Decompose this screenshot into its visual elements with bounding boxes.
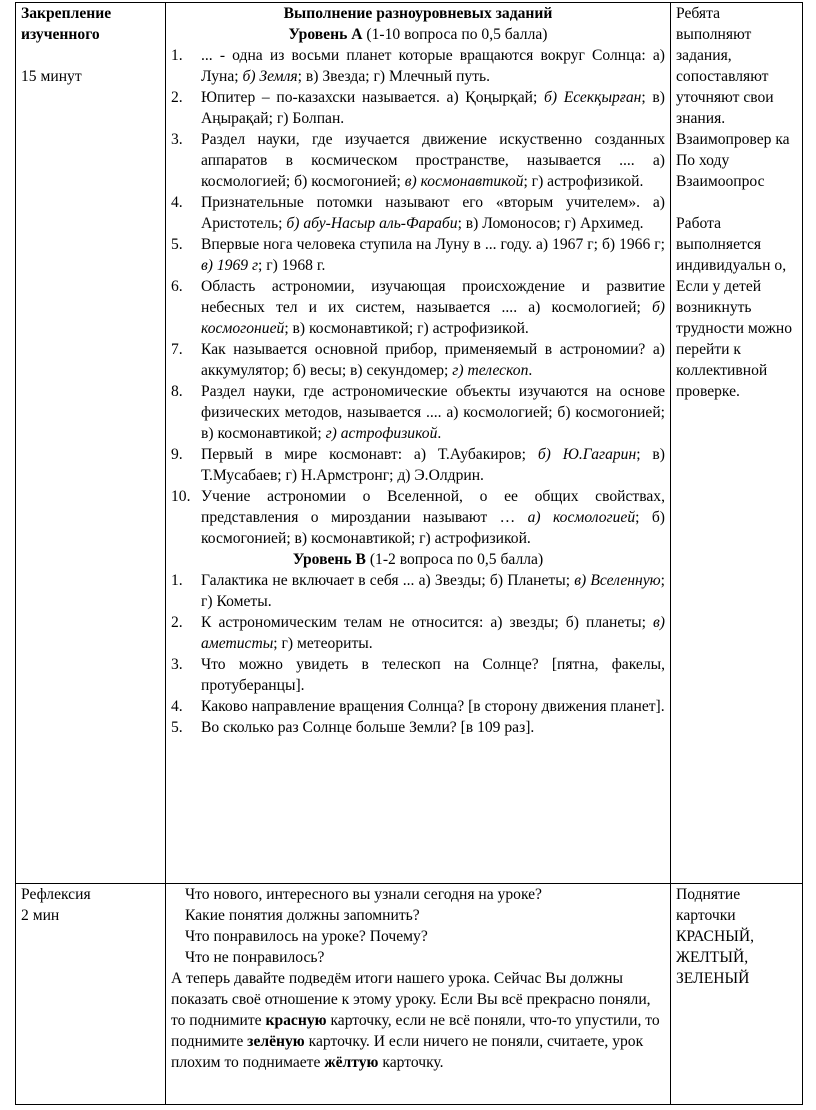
- question-text: [201, 276, 665, 339]
- correct-answer: б) Есекқырған: [543, 89, 642, 106]
- question-body: Юпитер – по-казахски называется. а) Қоңырқай;: [201, 89, 544, 106]
- level-a-title: Уровень А: [288, 26, 363, 43]
- question-text: [201, 87, 665, 129]
- question-item: [171, 129, 665, 192]
- question-body: Первый в мире космонавт: а) Т.Аубакиров;: [201, 446, 538, 463]
- question-text: [201, 696, 665, 717]
- content-cell: [166, 884, 671, 1105]
- question-tail: ; в) космонавтикой; г) астрофизикой.: [284, 320, 529, 337]
- question-body: Раздел науки, где астрономические объекты изучаются на основе физических методов, называется .... а) космологией; б) космогонией; в) космонавтикой;: [201, 383, 665, 442]
- correct-answer: б) космогонией: [201, 299, 665, 337]
- correct-answer: в) Вселенную: [574, 572, 661, 589]
- level-a-note: (1-10 вопроса по 0,5 балла): [366, 26, 548, 43]
- question-text: [201, 45, 665, 87]
- correct-answer: б) абу-Насыр аль-Фараби: [286, 215, 458, 232]
- question-number: 2.: [171, 614, 183, 631]
- question-text: [201, 192, 665, 234]
- level-a-questions: [171, 45, 665, 549]
- question-text: [201, 717, 665, 738]
- activity-text: Ребята выполняют задания, сопоставляют уточняют свои знания. Взаимопровер ка По ходу Взаимоопрос: [676, 5, 790, 190]
- stage-cell: [16, 3, 166, 884]
- level-b-questions: [171, 570, 665, 738]
- question-text: [201, 486, 665, 549]
- section-header: Выполнение разноуровневых заданий: [283, 5, 553, 22]
- question-body: Раздел науки, где изучается движение искуственно созданных аппаратов в космическом пространстве, называется .... а) космологией; б) космогонией;: [201, 131, 665, 190]
- activity-cell: [671, 3, 803, 884]
- table-row: [16, 884, 803, 1105]
- question-tail: ; в) Звезда; г) Млечный путь.: [297, 68, 491, 85]
- question-body: Впервые нога человека ступила на Луну в ... году. а) 1967 г; б) 1966 г;: [201, 236, 665, 253]
- activity-cell: [671, 884, 803, 1105]
- question-text: [201, 339, 665, 381]
- correct-answer: в) аметисты: [201, 614, 665, 652]
- reflection-question: Что понравилось на уроке? Почему?: [185, 928, 428, 945]
- reflection-question: Какие понятия должны запомнить?: [185, 907, 420, 924]
- question-item: [171, 696, 665, 717]
- question-body: Галактика не включает в себя ... а) Звезды; б) Планеты;: [201, 572, 575, 589]
- question-text: [201, 381, 665, 444]
- question-text: [201, 234, 665, 276]
- question-tail: ; г) Кометы.: [201, 572, 665, 610]
- question-item: [171, 87, 665, 129]
- question-tail: ; в) Аңырақай; г) Болпан.: [201, 89, 665, 127]
- question-body: К астрономическим телам не относится: а) звезды; б) планеты;: [201, 614, 654, 631]
- question-body: Во сколько раз Солнце больше Земли? [в 109 раз].: [201, 719, 535, 736]
- question-text: [201, 570, 665, 612]
- stage-title: Закрепление изученного: [21, 5, 112, 43]
- question-number: 8.: [171, 383, 183, 400]
- question-tail: ; г) метеориты.: [273, 635, 373, 652]
- question-text: [201, 444, 665, 486]
- question-body: Как называется основной прибор, применяемый в астрономии? а) аккумулятор; б) весы; в) секундомер;: [201, 341, 665, 379]
- correct-answer: б) Ю.Гагарин: [537, 446, 637, 463]
- question-tail: .: [437, 425, 442, 442]
- question-body: Каково направление вращения Солнца? [в сторону движения планет].: [201, 698, 665, 715]
- reflection-paragraph: [171, 968, 665, 1073]
- question-body: Учение астрономии о Вселенной, о ее общих свойствах, представления о мироздании называют …: [201, 488, 665, 526]
- stage-cell: [16, 884, 166, 1105]
- question-body: Область астрономии, изучающая происхождение и развитие небесных тел и их систем, называется .... а) космологией;: [201, 278, 665, 316]
- level-b-note: (1-2 вопроса по 0,5 балла): [369, 551, 544, 568]
- stage-title: Рефлексия: [21, 886, 91, 903]
- question-text: [201, 654, 665, 696]
- question-item: [171, 45, 665, 87]
- question-number: 3.: [171, 656, 183, 673]
- reflection-question: Что нового, интересного вы узнали сегодня на уроке?: [185, 886, 542, 903]
- activity-note: Работа выполняется индивидуальн о, Если у детей возникнуть трудности можно перейти к коллективной проверке.: [676, 215, 793, 400]
- question-item: [171, 612, 665, 654]
- reflection-text: карточку. И если ничего не поняли, считаете, урок плохим то поднимаете: [171, 1033, 644, 1071]
- correct-answer: а) космологией: [527, 509, 636, 526]
- question-item: [171, 486, 665, 549]
- activity-text: Поднятие карточки КРАСНЫЙ, ЖЕЛТЫЙ, ЗЕЛЕНЫЙ: [676, 886, 754, 987]
- question-number: 5.: [171, 236, 183, 253]
- stage-time: 15 минут: [21, 68, 82, 85]
- question-number: 2.: [171, 89, 183, 106]
- reflection-questions: [171, 884, 665, 968]
- reflection-text: А теперь давайте подведём итоги нашего урока. Сейчас Вы должны показать своё отношение к этому уроку. Если Вы всё прекрасно поняли, то поднимите: [171, 970, 651, 1029]
- correct-answer: б) Земля: [242, 68, 298, 85]
- question-number: 7.: [171, 341, 183, 358]
- content-cell: [166, 3, 671, 884]
- question-tail: ; в) Ломоносов; г) Архимед.: [457, 215, 644, 232]
- reflection-text: карточку, если не всё поняли, что-то упустили, то поднимите: [171, 1012, 660, 1050]
- question-number: 1.: [171, 572, 183, 589]
- question-text: [201, 129, 665, 192]
- correct-answer: г) телескоп: [452, 362, 529, 379]
- question-number: 6.: [171, 278, 183, 295]
- correct-answer: в) 1969 г: [201, 257, 259, 274]
- question-number: 4.: [171, 194, 183, 211]
- question-body: Что можно увидеть в телескоп на Солнце? [пятна, факелы, протуберанцы].: [201, 656, 665, 694]
- question-body: ... - одна из восьми планет которые вращаются вокруг Солнца: а) Луна;: [201, 47, 665, 85]
- reflection-question: Что не понравилось?: [185, 949, 325, 966]
- yellow-word: жёлтую: [324, 1054, 379, 1071]
- question-item: [171, 654, 665, 696]
- reflection-text: карточку.: [378, 1054, 444, 1071]
- question-number: 5.: [171, 719, 183, 736]
- table-row: [16, 3, 803, 884]
- question-number: 4.: [171, 698, 183, 715]
- question-item: [171, 192, 665, 234]
- question-body: Признательные потомки называют его «вторым учителем». а) Аристотель;: [201, 194, 665, 232]
- green-word: зелёную: [247, 1033, 305, 1050]
- question-item: [171, 444, 665, 486]
- question-tail: ; б) космогонией; в) космонавтикой; г) астрофизикой.: [201, 509, 666, 547]
- question-text: [201, 612, 665, 654]
- stage-time: 2 мин: [21, 907, 60, 924]
- question-number: 3.: [171, 131, 183, 148]
- question-number: 10.: [171, 488, 191, 505]
- level-b-title: Уровень В: [292, 551, 366, 568]
- question-item: [171, 234, 665, 276]
- red-word: красную: [265, 1012, 327, 1029]
- question-item: [171, 381, 665, 444]
- correct-answer: г) астрофизикой: [325, 425, 438, 442]
- question-item: [171, 339, 665, 381]
- lesson-table: [15, 2, 803, 1105]
- question-tail: ; г) 1968 г.: [258, 257, 326, 274]
- question-tail: .: [528, 362, 533, 379]
- question-number: 9.: [171, 446, 183, 463]
- question-item: [171, 570, 665, 612]
- question-tail: ; г) астрофизикой.: [523, 173, 644, 190]
- level-b-heading: [171, 549, 665, 570]
- question-item: [171, 717, 665, 738]
- level-a-heading: [171, 24, 665, 45]
- question-item: [171, 276, 665, 339]
- question-tail: ; в) Т.Мусабаев; г) Н.Армстронг; д) Э.Олдрин.: [201, 446, 665, 484]
- correct-answer: в) космонавтикой: [404, 173, 524, 190]
- question-number: 1.: [171, 47, 183, 64]
